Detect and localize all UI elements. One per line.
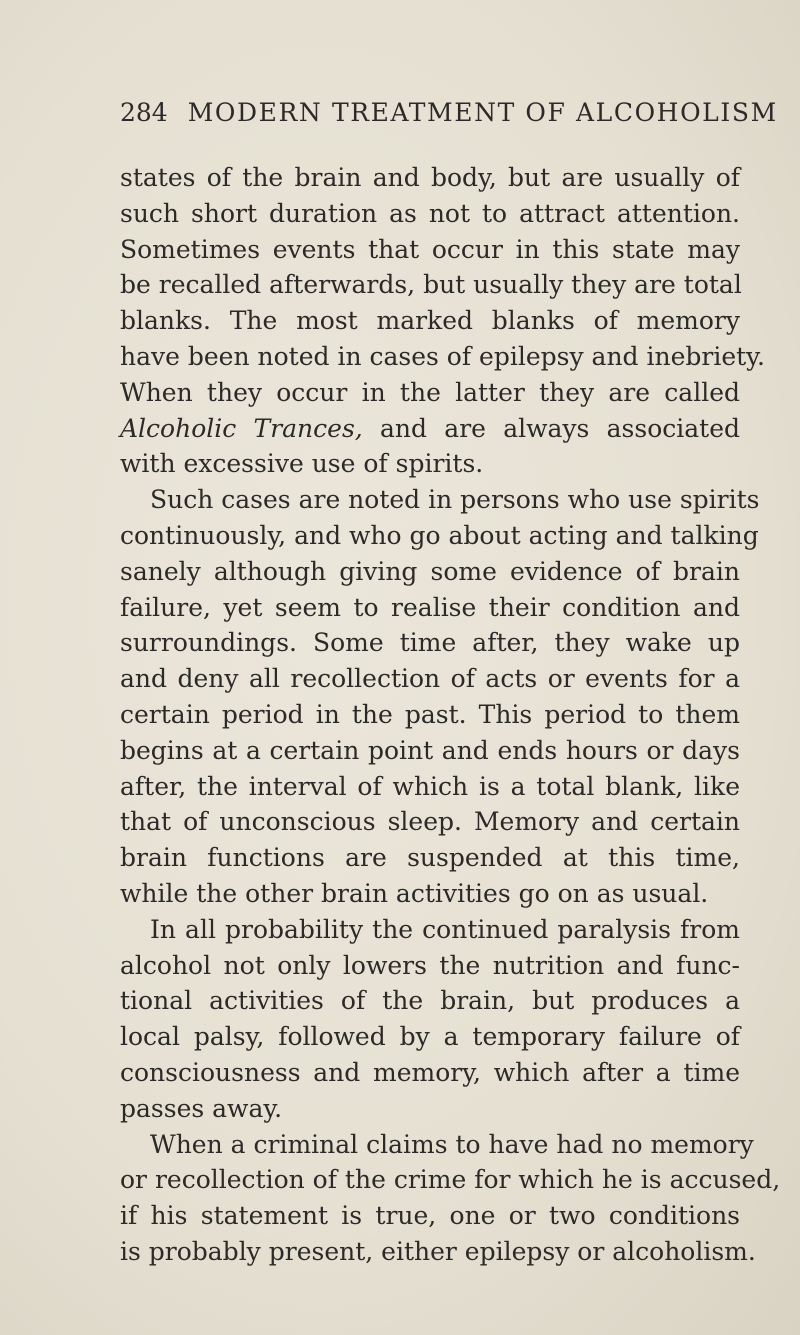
text-line: failure, yet seem to realise their condition and [120, 592, 740, 622]
paragraph-start: Such cases are noted in persons who use spirits [150, 485, 760, 515]
text-line: begins at a certain point and ends hours or days [120, 735, 740, 765]
text-line: be recalled afterwards, but usually they are total [120, 270, 742, 300]
text-line: continuously, and who go about acting and talking [120, 520, 759, 550]
page-header [120, 98, 778, 138]
text-line: certain period in the past. This period to them [120, 699, 740, 729]
text-line-italic [120, 411, 740, 447]
running-head: MODERN TREATMENT OF ALCOHOLISM [187, 98, 778, 127]
text-line: is probably present, either epilepsy or alcoholism. [120, 1236, 756, 1266]
text-line-rest: and are always associated [362, 413, 741, 443]
text-line: consciousness and memory, which after a time [120, 1057, 740, 1087]
text-line: have been noted in cases of epilepsy and inebriety. [120, 341, 765, 371]
text-line: When they occur in the latter they are called [120, 377, 740, 407]
text-line: with excessive use of spirits. [120, 449, 484, 479]
text-line: Sometimes events that occur in this state may [120, 234, 740, 264]
italic-term: Alcoholic Trances, [120, 413, 363, 443]
text-line: or recollection of the crime for which he is accused, [120, 1165, 781, 1195]
text-line: after, the interval of which is a total blank, like [120, 771, 740, 801]
text-line: sanely although giving some evidence of brain [120, 556, 740, 586]
text-line: tional activities of the brain, but produces a [120, 986, 740, 1016]
paragraph-start: When a criminal claims to have had no memory [150, 1129, 754, 1159]
text-line: that of unconscious sleep. Memory and certain [120, 807, 740, 837]
text-line: brain functions are suspended at this time, [120, 843, 740, 873]
paragraph-start: In all probability the continued paralysis from [150, 914, 740, 944]
text-line: passes away. [120, 1093, 283, 1123]
text-line: surroundings. Some time after, they wake up [120, 628, 740, 658]
text-line: while the other brain activities go on as usual. [120, 878, 709, 908]
text-line: blanks. The most marked blanks of memory [120, 306, 740, 336]
page-number: 284 [120, 98, 168, 127]
text-line: states of the brain and body, but are usually of [120, 163, 740, 192]
text-line: if his statement is true, one or two conditions [120, 1201, 740, 1231]
text-line: alcohol not only lowers the nutrition and func- [120, 950, 740, 980]
text-line: local palsy, followed by a temporary failure of [120, 1022, 740, 1052]
body-text [120, 160, 781, 1270]
text-line: and deny all recollection of acts or events for a [120, 664, 740, 694]
text-line: such short duration as not to attract attention. [120, 198, 740, 228]
